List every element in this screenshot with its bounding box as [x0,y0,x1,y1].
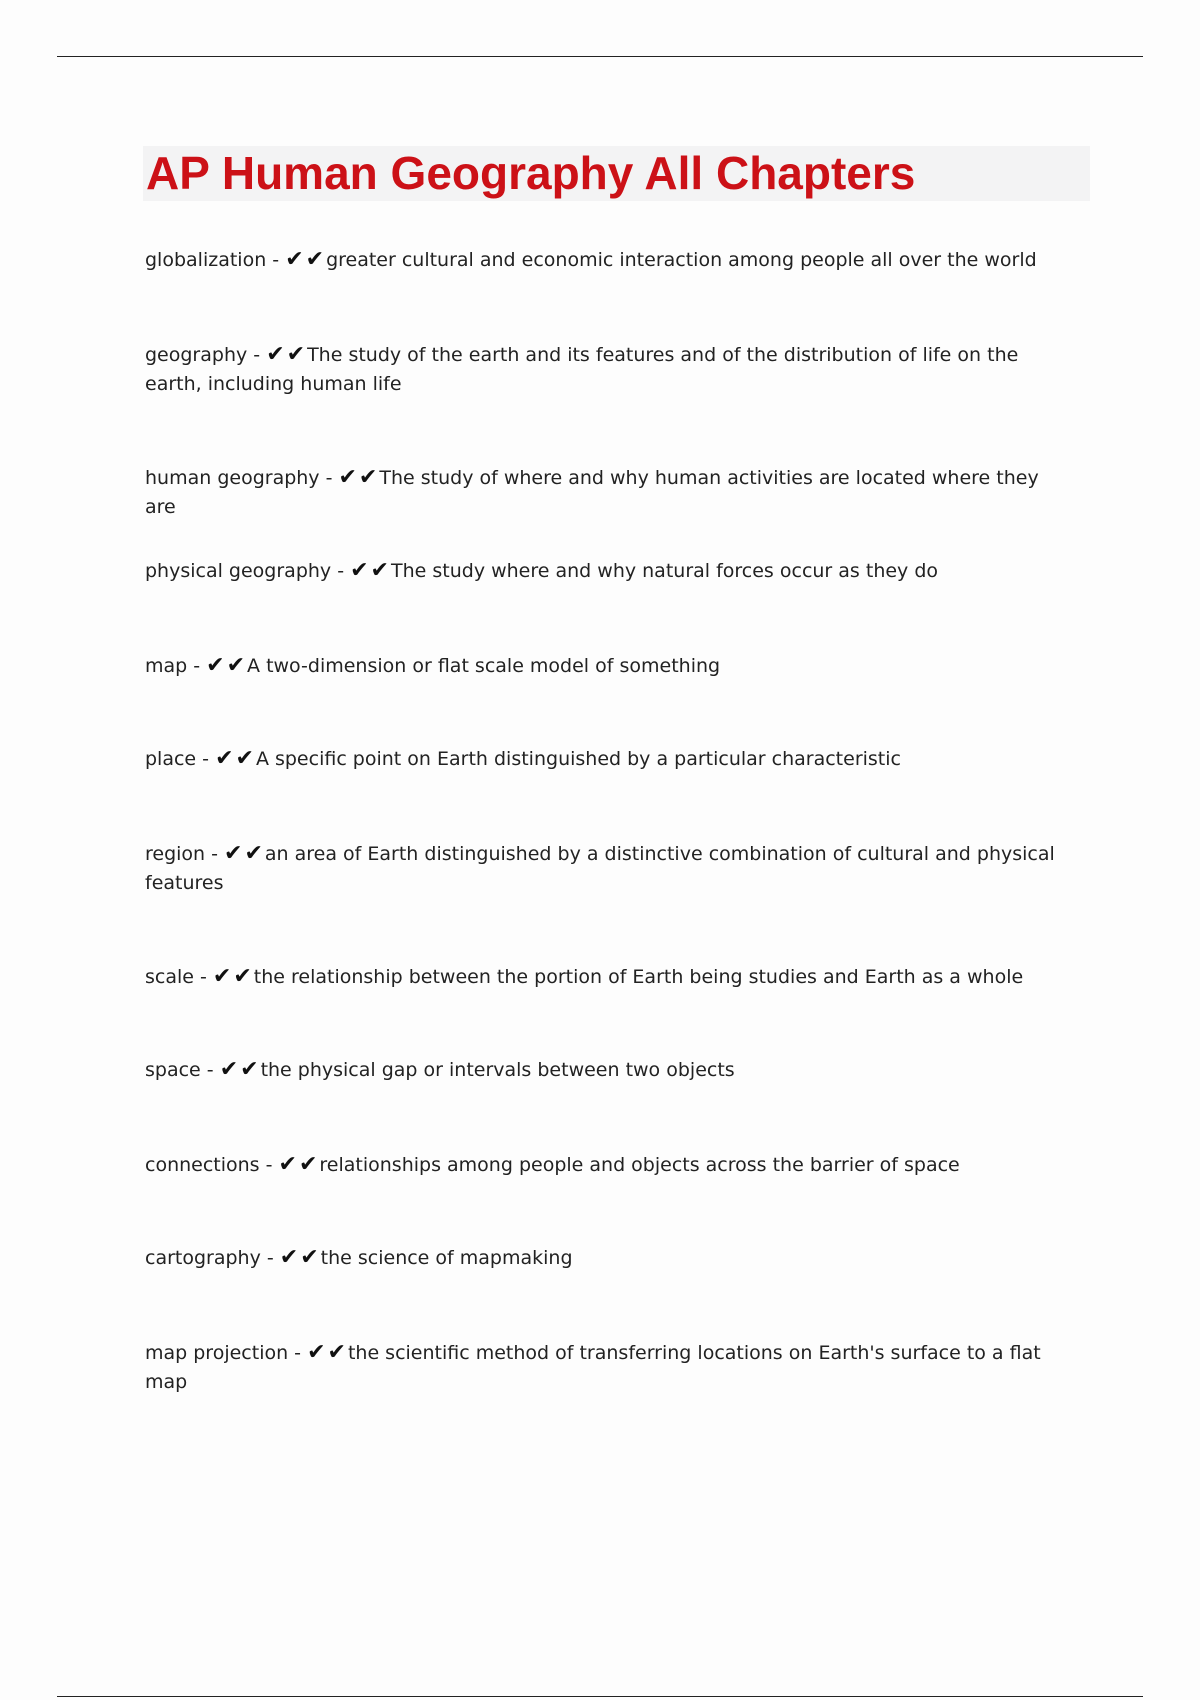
checkmark-icon: ✔✔ [206,653,248,678]
separator: - [266,249,286,271]
definition: the science of mapmaking [320,1247,573,1269]
definition: relationships among people and objects across the barrier of space [319,1154,960,1176]
separator: - [259,1154,279,1176]
term: physical geography [145,560,332,582]
checkmark-icon: ✔✔ [307,1340,348,1365]
separator: - [247,344,267,366]
top-divider [57,56,1143,57]
definition: the physical gap or intervals between two objects [260,1059,735,1081]
page-title: AP Human Geography All Chapters [146,147,916,199]
term: scale [145,966,194,988]
checkmark-icon: ✔✔ [285,247,327,272]
term: map projection [145,1342,289,1364]
definition: A specific point on Earth distinguished by a particular characteristic [255,748,901,770]
separator: - [205,843,225,865]
term-entry [145,651,1075,681]
definition: The study of the earth and its features and of the distribution of life on the earth, including human life [145,344,1019,395]
checkmark-icon: ✔✔ [224,841,265,866]
term: map [145,655,188,677]
term: space [145,1059,201,1081]
separator: - [260,1247,280,1269]
term-entry [145,463,1075,522]
term-entry [145,245,1075,275]
definition: The study where and why natural forces occur as they do [390,560,939,582]
title-banner [143,146,1090,201]
definition: the scientific method of transferring locations on Earth's surface to a flat map [145,1342,1041,1393]
separator: - [193,966,213,988]
term: connections [145,1154,260,1176]
checkmark-icon: ✔✔ [338,465,380,490]
term: globalization [145,249,267,271]
definition: an area of Earth distinguished by a distinctive combination of cultural and physical features [145,843,1055,894]
term-entry [145,1243,1075,1273]
term: place [145,748,197,770]
term-entry [145,1150,1075,1180]
term: human geography [145,467,320,489]
separator: - [319,467,339,489]
separator: - [196,748,216,770]
term: region [145,843,206,865]
checkmark-icon: ✔✔ [212,964,254,989]
definition: The study of where and why human activities are located where they are [145,467,1039,518]
checkmark-icon: ✔✔ [350,558,391,583]
separator: - [200,1059,220,1081]
definition: A two-dimension or flat scale model of something [247,655,721,677]
definition: greater cultural and economic interaction among people all over the world [326,249,1037,271]
checkmark-icon: ✔✔ [219,1057,261,1082]
separator: - [288,1342,308,1364]
term-entry [145,556,1075,586]
term: cartography [145,1247,261,1269]
term-entry [145,744,1075,774]
checkmark-icon: ✔✔ [279,1245,321,1270]
term-entry [145,839,1075,898]
definition: the relationship between the portion of Earth being studies and Earth as a whole [253,966,1024,988]
separator: - [187,655,207,677]
checkmark-icon: ✔✔ [278,1152,320,1177]
term-entry [145,962,1075,992]
checkmark-icon: ✔✔ [266,342,308,367]
term: geography [145,344,248,366]
term-entry [145,1338,1075,1397]
separator: - [331,560,351,582]
bottom-divider [57,1696,1143,1697]
term-entry [145,340,1075,399]
checkmark-icon: ✔✔ [215,746,256,771]
term-entry [145,1055,1075,1085]
